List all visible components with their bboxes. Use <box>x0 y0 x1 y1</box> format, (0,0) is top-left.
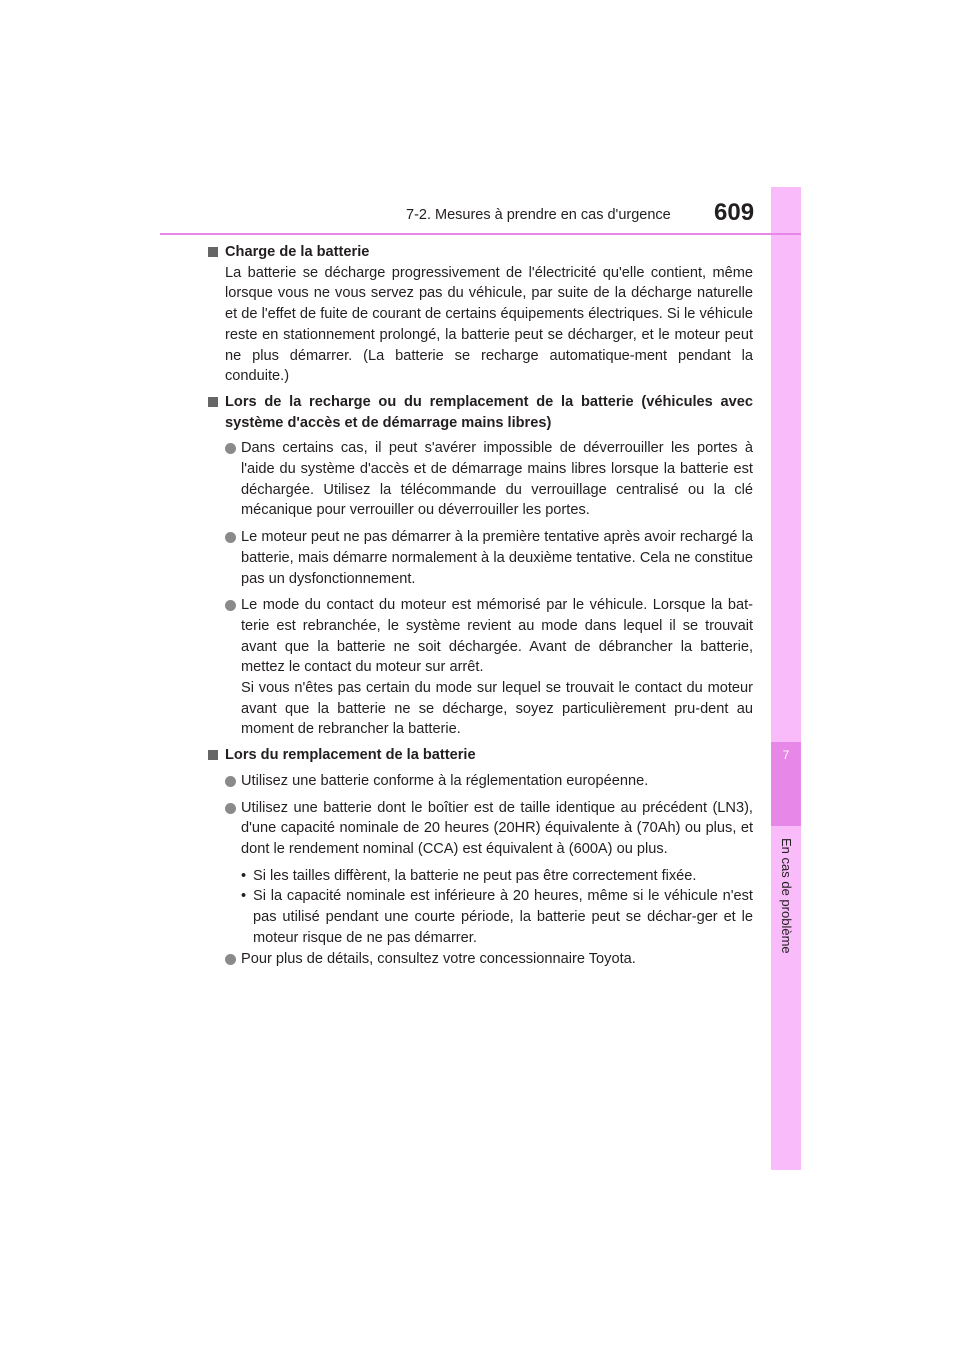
list-item-text: Utilisez une batterie dont le boîtier est de taille identique au précédent (LN3), d'une capacité nominale de 20 heures (20HR) équivalente à (70Ah) ou plus, et dont le rendement nominal (CCA) est équivalent à (600A) ou plus. <box>241 799 753 857</box>
page-body <box>208 242 753 969</box>
round-bullet-icon <box>225 443 236 454</box>
square-bullet-icon <box>208 397 218 407</box>
sub-list-item-text: Si les tailles diffèrent, la batterie ne peut pas être correctement fixée. <box>253 867 697 884</box>
list-item-text: Dans certains cas, il peut s'avérer impossible de déverrouiller les portes à l'aide du système d'accès et de démarrage mains libres lorsque la batterie est déchargée. Utilisez la télécommande du verrouillage centralisé ou la clé mécanique pour verrouiller ou déverrouiller les portes. <box>241 440 753 519</box>
small-dot-icon: • <box>241 888 247 905</box>
paragraph: La batterie se décharge progressivement de l'électricité qu'elle contient, même lorsque vous ne vous servez pas du véhicule, par suite de la décharge naturelle et de l'effet de fuite de courant de certains équipements électriques. Si le véhicule reste en stationnement prolongé, la batterie peut se décharger, et le moteur peut ne plus démarrer. (La batterie se recharge automatique-ment pendant la conduite.) <box>225 264 753 385</box>
chapter-number: 7 <box>782 748 790 762</box>
list-item <box>208 527 753 589</box>
heading-text: Charge de la batterie <box>225 244 370 260</box>
sub-list-item <box>208 866 753 887</box>
list-item-text: Le mode du contact du moteur est mémorisé par le véhicule. Lorsque la bat-terie est rebranchée, le système revient au mode dans lequel il se trouvait avant que la batterie ne soit déchargée. Avant de débrancher la batterie, mettez le contact du moteur sur arrêt. <box>241 597 753 676</box>
list-item <box>208 798 753 860</box>
round-bullet-icon <box>225 954 236 965</box>
sub-list-item <box>208 886 753 948</box>
square-bullet-icon <box>208 750 218 760</box>
list-item <box>208 595 753 678</box>
list-item <box>208 438 753 521</box>
round-bullet-icon <box>225 532 236 543</box>
header-rule <box>160 233 801 235</box>
square-bullet-icon <box>208 247 218 257</box>
round-bullet-icon <box>225 776 236 787</box>
chapter-side-tab <box>771 187 801 1170</box>
list-item-text: Utilisez une batterie conforme à la réglementation européenne. <box>241 772 649 789</box>
list-item-continuation <box>208 678 753 740</box>
list-item-text: Le moteur peut ne pas démarrer à la première tentative après avoir rechargé la batterie, mais démarre normalement à la deuxième tentative. Cela ne constitue pas un dysfonctionnement. <box>241 529 753 587</box>
section-heading <box>208 745 753 766</box>
section-title: 7-2. Mesures à prendre en cas d'urgence <box>406 207 671 223</box>
page-number: 609 <box>714 199 755 226</box>
list-item <box>208 949 753 970</box>
list-item-text: Si vous n'êtes pas certain du mode sur lequel se trouvait le contact du moteur avant que la batterie ne se décharge, soyez particulièrement pru-dent au moment de rebrancher la batterie. <box>241 680 753 738</box>
round-bullet-icon <box>225 803 236 814</box>
heading-text: Lors de la recharge ou du remplacement de la batterie (véhicules avec système d'accès et de démarrage mains libres) <box>225 393 753 431</box>
list-item <box>208 771 753 792</box>
heading-text: Lors du remplacement de la batterie <box>225 747 476 764</box>
round-bullet-icon <box>225 600 236 611</box>
sub-list-item-text: Si la capacité nominale est inférieure à 20 heures, même si le véhicule n'est pas utilisé pendant une courte période, la batterie peut se déchar-ger et le moteur risque de ne pas démarrer. <box>253 888 753 946</box>
list-item-text: Pour plus de détails, consultez votre concessionnaire Toyota. <box>241 950 636 967</box>
small-dot-icon: • <box>241 867 247 884</box>
section-heading <box>208 242 753 263</box>
section-heading <box>208 392 753 433</box>
